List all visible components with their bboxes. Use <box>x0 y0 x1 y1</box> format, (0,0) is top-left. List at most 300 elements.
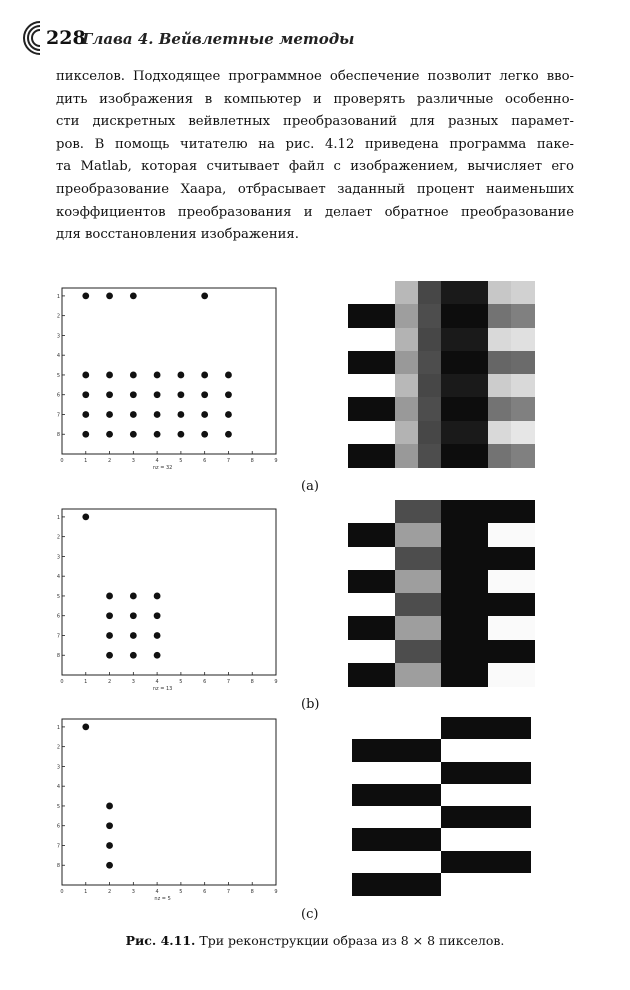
image-pixel <box>508 828 531 851</box>
image-pixel <box>418 351 442 375</box>
image-pixel <box>488 328 512 352</box>
image-pixel <box>418 328 442 352</box>
data-point <box>177 372 184 379</box>
image-pixel <box>488 351 512 375</box>
reconstructed-image-b <box>348 500 534 686</box>
image-pixel <box>348 663 372 687</box>
y-tick-label: 8 <box>56 432 60 439</box>
image-pixel <box>374 717 397 740</box>
sparsity-plot-b <box>56 503 282 693</box>
image-pixel <box>374 873 397 896</box>
data-point <box>106 652 113 659</box>
image-pixel <box>419 762 442 785</box>
image-pixel <box>464 523 488 547</box>
data-point <box>225 411 232 418</box>
image-pixel <box>348 500 372 524</box>
image-pixel <box>395 547 419 571</box>
x-tick-label: 9 <box>274 889 278 895</box>
image-pixel <box>463 828 486 851</box>
image-pixel <box>418 663 442 687</box>
image-pixel <box>508 851 531 874</box>
image-pixel <box>371 663 395 687</box>
image-pixel <box>395 328 419 352</box>
image-pixel <box>348 281 372 305</box>
x-tick-label: 3 <box>131 458 135 464</box>
data-point <box>106 842 113 849</box>
image-pixel <box>348 304 372 328</box>
image-pixel <box>395 444 419 468</box>
image-pixel <box>374 806 397 829</box>
data-point <box>82 411 89 418</box>
x-tick-label: 1 <box>84 679 88 685</box>
image-pixel <box>348 640 372 664</box>
nz-label: nz = 13 <box>152 686 173 692</box>
image-pixel <box>348 351 372 375</box>
image-pixel <box>511 397 535 421</box>
image-pixel <box>511 523 535 547</box>
body-line: коэффициентов преобразования и делает обратное преобразование <box>56 204 574 220</box>
image-pixel <box>395 421 419 445</box>
image-pixel <box>488 523 512 547</box>
plot-frame <box>62 509 276 675</box>
image-pixel <box>441 762 464 785</box>
data-point <box>201 293 208 300</box>
y-tick-label: 3 <box>56 764 60 771</box>
data-point <box>106 391 113 398</box>
image-pixel <box>488 374 512 398</box>
y-tick-label: 2 <box>56 534 60 541</box>
data-point <box>82 514 89 521</box>
image-pixel <box>395 281 419 305</box>
y-tick-label: 7 <box>56 633 60 640</box>
body-line: сти дискретных вейвлетных преобразований для разных парамет- <box>56 114 574 130</box>
data-point <box>106 593 113 600</box>
body-line: для восстановления изображения. <box>56 227 299 243</box>
image-pixel <box>464 328 488 352</box>
image-pixel <box>441 328 465 352</box>
image-pixel <box>348 616 372 640</box>
data-point <box>130 593 137 600</box>
image-pixel <box>488 616 512 640</box>
image-pixel <box>441 523 465 547</box>
nz-label: nz = 32 <box>152 465 173 471</box>
image-pixel <box>348 593 372 617</box>
image-pixel <box>418 500 442 524</box>
data-point <box>82 293 89 300</box>
image-pixel <box>352 873 375 896</box>
image-pixel <box>511 640 535 664</box>
image-pixel <box>419 828 442 851</box>
data-point <box>106 862 113 869</box>
image-pixel <box>374 828 397 851</box>
image-pixel <box>508 873 531 896</box>
x-tick-label: 7 <box>226 679 231 685</box>
image-pixel <box>464 663 488 687</box>
image-pixel <box>464 616 488 640</box>
image-pixel <box>441 570 465 594</box>
y-tick-label: 6 <box>56 392 60 399</box>
page-header <box>14 18 614 58</box>
body-paragraph <box>56 66 574 247</box>
body-line: преобразование Хаара, отбрасывает заданный процент наименьших <box>56 181 574 197</box>
image-pixel <box>441 873 464 896</box>
x-tick-label: 0 <box>60 679 64 685</box>
data-point <box>82 391 89 398</box>
data-point <box>106 431 113 438</box>
data-point <box>225 391 232 398</box>
data-point <box>82 372 89 379</box>
image-pixel <box>441 806 464 829</box>
data-point <box>225 372 232 379</box>
image-pixel <box>418 640 442 664</box>
image-pixel <box>488 304 512 328</box>
image-pixel <box>486 828 509 851</box>
caption-label: Рис. 4.11. <box>125 933 196 948</box>
image-pixel <box>464 547 488 571</box>
image-pixel <box>418 523 442 547</box>
image-pixel <box>441 663 465 687</box>
body-line: дить изображения в компьютер и проверять различные особенно- <box>56 91 574 107</box>
y-tick-label: 8 <box>56 863 60 870</box>
image-pixel <box>395 663 419 687</box>
image-pixel <box>418 547 442 571</box>
x-tick-label: 5 <box>179 458 183 464</box>
y-tick-label: 6 <box>56 823 60 830</box>
image-pixel <box>486 784 509 807</box>
image-pixel <box>397 784 420 807</box>
image-pixel <box>511 547 535 571</box>
y-tick-label: 8 <box>56 653 60 660</box>
data-point <box>154 593 161 600</box>
image-pixel <box>463 873 486 896</box>
image-pixel <box>464 281 488 305</box>
data-point <box>177 411 184 418</box>
data-point <box>130 391 137 398</box>
data-point <box>82 724 89 731</box>
image-pixel <box>486 762 509 785</box>
y-tick-label: 3 <box>56 554 60 561</box>
y-tick-label: 4 <box>56 784 60 791</box>
image-pixel <box>397 851 420 874</box>
image-pixel <box>441 281 465 305</box>
image-pixel <box>511 281 535 305</box>
panel-label-b: (b) <box>301 697 320 712</box>
image-pixel <box>397 806 420 829</box>
image-pixel <box>486 739 509 762</box>
x-tick-label: 2 <box>107 889 112 895</box>
image-pixel <box>371 304 395 328</box>
image-pixel <box>508 784 531 807</box>
image-pixel <box>441 374 465 398</box>
image-pixel <box>441 444 465 468</box>
data-point <box>106 293 113 300</box>
image-pixel <box>395 523 419 547</box>
image-pixel <box>418 444 442 468</box>
x-tick-label: 9 <box>274 679 278 685</box>
image-pixel <box>441 851 464 874</box>
data-point <box>154 632 161 639</box>
image-pixel <box>441 397 465 421</box>
image-pixel <box>463 806 486 829</box>
image-pixel <box>508 762 531 785</box>
image-pixel <box>371 547 395 571</box>
image-pixel <box>371 640 395 664</box>
image-pixel <box>348 444 372 468</box>
image-pixel <box>371 570 395 594</box>
body-line: пикселов. Подходящее программное обеспечение позволит легко вво- <box>56 69 574 84</box>
image-pixel <box>418 397 442 421</box>
sparsity-plot-c <box>56 713 282 903</box>
image-pixel <box>371 397 395 421</box>
image-pixel <box>464 444 488 468</box>
image-pixel <box>395 351 419 375</box>
image-pixel <box>397 873 420 896</box>
image-pixel <box>395 304 419 328</box>
image-pixel <box>464 421 488 445</box>
data-point <box>154 411 161 418</box>
image-pixel <box>441 421 465 445</box>
image-pixel <box>488 640 512 664</box>
image-pixel <box>511 616 535 640</box>
data-point <box>130 612 137 619</box>
y-tick-label: 1 <box>56 293 60 300</box>
reconstructed-image-a <box>348 281 534 467</box>
image-pixel <box>511 593 535 617</box>
data-point <box>130 431 137 438</box>
y-tick-label: 5 <box>56 593 60 600</box>
image-pixel <box>441 784 464 807</box>
image-pixel <box>397 717 420 740</box>
data-point <box>177 431 184 438</box>
y-tick-label: 5 <box>56 372 60 379</box>
y-tick-label: 4 <box>56 353 60 360</box>
x-tick-label: 4 <box>155 889 159 895</box>
image-pixel <box>511 304 535 328</box>
plot-frame <box>62 288 276 454</box>
page-number: 228 <box>46 27 86 49</box>
data-point <box>130 293 137 300</box>
image-pixel <box>488 663 512 687</box>
image-pixel <box>441 304 465 328</box>
image-pixel <box>441 593 465 617</box>
image-pixel <box>348 421 372 445</box>
data-point <box>154 372 161 379</box>
data-point <box>106 612 113 619</box>
image-pixel <box>395 570 419 594</box>
image-pixel <box>371 444 395 468</box>
x-tick-label: 0 <box>60 458 64 464</box>
image-pixel <box>418 616 442 640</box>
image-pixel <box>488 397 512 421</box>
y-tick-label: 2 <box>56 313 60 320</box>
data-point <box>201 372 208 379</box>
image-pixel <box>463 762 486 785</box>
image-pixel <box>371 593 395 617</box>
image-pixel <box>508 739 531 762</box>
image-pixel <box>419 873 442 896</box>
image-pixel <box>511 570 535 594</box>
image-pixel <box>511 663 535 687</box>
data-point <box>201 411 208 418</box>
image-pixel <box>488 593 512 617</box>
image-pixel <box>352 717 375 740</box>
image-pixel <box>464 374 488 398</box>
data-point <box>130 632 137 639</box>
image-pixel <box>352 784 375 807</box>
data-point <box>106 803 113 810</box>
image-pixel <box>371 374 395 398</box>
data-point <box>106 372 113 379</box>
x-tick-label: 6 <box>203 679 207 685</box>
data-point <box>154 431 161 438</box>
y-tick-label: 1 <box>56 724 60 731</box>
reconstructed-image-c <box>352 717 530 895</box>
image-pixel <box>464 593 488 617</box>
image-pixel <box>395 500 419 524</box>
image-pixel <box>464 397 488 421</box>
image-pixel <box>419 851 442 874</box>
x-tick-label: 7 <box>226 458 231 464</box>
body-line: ров. В помощь читателю на рис. 4.12 приведена программа паке- <box>56 136 574 152</box>
y-tick-label: 2 <box>56 744 60 751</box>
image-pixel <box>352 828 375 851</box>
data-point <box>201 431 208 438</box>
data-point <box>130 411 137 418</box>
y-tick-label: 3 <box>56 333 60 340</box>
image-pixel <box>352 851 375 874</box>
image-pixel <box>486 851 509 874</box>
image-pixel <box>352 806 375 829</box>
image-pixel <box>511 374 535 398</box>
x-tick-label: 7 <box>226 889 231 895</box>
image-pixel <box>395 616 419 640</box>
image-pixel <box>348 397 372 421</box>
panel-label-a: (a) <box>301 479 319 494</box>
image-pixel <box>348 570 372 594</box>
image-pixel <box>418 593 442 617</box>
x-tick-label: 3 <box>131 679 135 685</box>
image-pixel <box>352 762 375 785</box>
x-tick-label: 4 <box>155 679 159 685</box>
nz-label: nz = 5 <box>154 896 171 902</box>
image-pixel <box>374 784 397 807</box>
image-pixel <box>508 806 531 829</box>
image-pixel <box>371 328 395 352</box>
image-pixel <box>464 640 488 664</box>
image-pixel <box>463 717 486 740</box>
image-pixel <box>463 739 486 762</box>
image-pixel <box>419 739 442 762</box>
image-pixel <box>464 351 488 375</box>
data-point <box>106 822 113 829</box>
image-pixel <box>464 500 488 524</box>
image-pixel <box>508 717 531 740</box>
x-tick-label: 5 <box>179 889 183 895</box>
image-pixel <box>441 640 465 664</box>
y-tick-label: 4 <box>56 574 60 581</box>
image-pixel <box>464 570 488 594</box>
image-pixel <box>441 717 464 740</box>
image-pixel <box>488 281 512 305</box>
image-pixel <box>511 421 535 445</box>
image-pixel <box>486 806 509 829</box>
image-pixel <box>441 351 465 375</box>
x-tick-label: 8 <box>250 458 254 464</box>
image-pixel <box>395 640 419 664</box>
x-tick-label: 1 <box>84 889 88 895</box>
image-pixel <box>395 374 419 398</box>
image-pixel <box>395 593 419 617</box>
image-pixel <box>374 851 397 874</box>
image-pixel <box>441 828 464 851</box>
y-tick-label: 6 <box>56 613 60 620</box>
image-pixel <box>371 351 395 375</box>
x-tick-label: 6 <box>203 458 207 464</box>
image-pixel <box>463 851 486 874</box>
image-pixel <box>371 500 395 524</box>
image-pixel <box>511 351 535 375</box>
image-pixel <box>419 806 442 829</box>
image-pixel <box>488 444 512 468</box>
image-pixel <box>463 784 486 807</box>
body-line: та Matlab, которая считывает файл с изображением, вычисляет его <box>56 159 574 175</box>
image-pixel <box>348 374 372 398</box>
y-tick-label: 7 <box>56 843 60 850</box>
y-tick-label: 1 <box>56 514 60 521</box>
image-pixel <box>374 739 397 762</box>
data-point <box>106 632 113 639</box>
x-tick-label: 4 <box>155 458 159 464</box>
caption-text: Три реконструкции образа из 8 × 8 пикселов. <box>199 933 505 948</box>
data-point <box>201 391 208 398</box>
image-pixel <box>486 873 509 896</box>
image-pixel <box>348 328 372 352</box>
image-pixel <box>374 762 397 785</box>
image-pixel <box>441 547 465 571</box>
data-point <box>82 431 89 438</box>
image-pixel <box>397 739 420 762</box>
image-pixel <box>418 570 442 594</box>
x-tick-label: 9 <box>274 458 278 464</box>
image-pixel <box>348 547 372 571</box>
running-head: Глава 4. Вейвлетные методы <box>82 30 355 48</box>
image-pixel <box>348 523 372 547</box>
image-pixel <box>488 570 512 594</box>
image-pixel <box>371 616 395 640</box>
image-pixel <box>511 444 535 468</box>
image-pixel <box>464 304 488 328</box>
x-tick-label: 5 <box>179 679 183 685</box>
x-tick-label: 0 <box>60 889 64 895</box>
image-pixel <box>418 374 442 398</box>
x-tick-label: 8 <box>250 889 254 895</box>
image-pixel <box>511 500 535 524</box>
image-pixel <box>441 500 465 524</box>
data-point <box>154 612 161 619</box>
image-pixel <box>395 397 419 421</box>
image-pixel <box>397 762 420 785</box>
x-tick-label: 1 <box>84 458 88 464</box>
image-pixel <box>418 304 442 328</box>
x-tick-label: 3 <box>131 889 135 895</box>
image-pixel <box>419 784 442 807</box>
image-pixel <box>488 500 512 524</box>
image-pixel <box>371 523 395 547</box>
x-tick-label: 2 <box>107 458 112 464</box>
data-point <box>154 391 161 398</box>
image-pixel <box>419 717 442 740</box>
panel-label-c: (c) <box>301 907 319 922</box>
